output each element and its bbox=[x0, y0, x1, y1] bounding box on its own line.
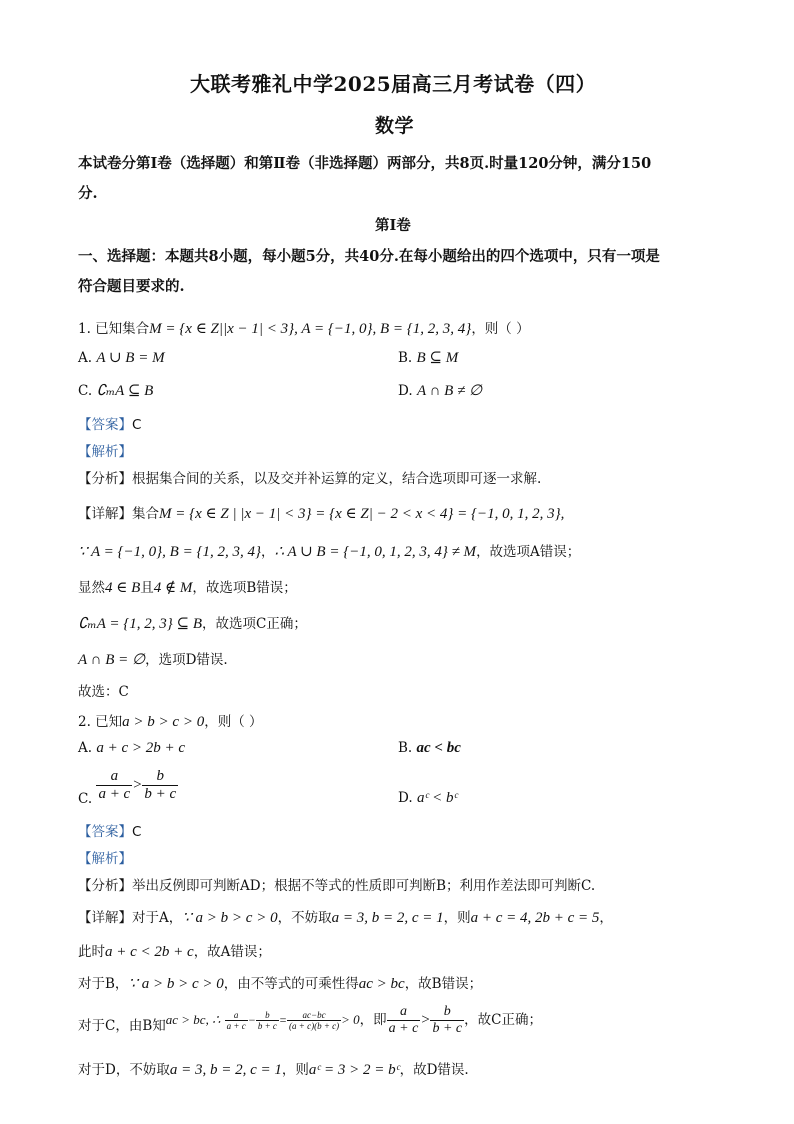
exam-title: 大联考雅礼中学2025届高三月考试卷（四） bbox=[190, 72, 597, 96]
q1-option-b: B. B ⊆ M bbox=[398, 350, 459, 366]
q1-xiangjie-5: A ∩ B = ∅，选项D错误. bbox=[78, 652, 228, 668]
section-line-1: 一、选择题：本题共8小题，每小题5分，共40分.在每小题给出的四个选项中，只有一项是 bbox=[78, 248, 660, 265]
q2-answer: 【答案】C bbox=[78, 824, 142, 840]
q2-xiangjie-3: 对于B，∵ a > b > c > 0，由不等式的可乘性得ac > bc，故B错误； bbox=[78, 976, 483, 992]
q1-answer: 【答案】C bbox=[78, 417, 142, 433]
q1-fenxi: 【分析】根据集合间的关系，以及交并补运算的定义，结合选项即可逐一求解. bbox=[78, 471, 542, 487]
q1-option-d: D. A ∩ B ≠ ∅ bbox=[398, 383, 483, 399]
intro-line-1: 本试卷分第Ⅰ卷（选择题）和第Ⅱ卷（非选择题）两部分，共8页.时量120分钟，满分150 bbox=[78, 155, 652, 172]
q1-jiexi-tag: 【解析】 bbox=[78, 444, 132, 460]
q2-xiangjie-5: 对于D，不妨取a = 3, b = 2, c = 1，则aᶜ = 3 > 2 = bᶜ，故D错误. bbox=[78, 1062, 469, 1078]
q2-option-c: C. $\frac{a}{a + c}$ > $\frac{b}{b + c}$ bbox=[78, 768, 177, 807]
q2-fenxi: 【分析】举出反例即可判断AD；根据不等式的性质即可判断B；利用作差法即可判断C. bbox=[78, 878, 596, 894]
q1-option-a: A. A ∪ B = M bbox=[78, 350, 165, 366]
q2-xiangjie-4: 对于C，由B知ac > bc, ∴ $\frac{a}{a + c}$ − $\frac{b}{b + c}$ = $\frac{ac-bc}{(a + c)(b + c)}$ > 0，即 $\frac{a}{a + c}$ > $\frac{b}{b + c}$ ，故C正确； bbox=[78, 1004, 542, 1036]
q1-xiangjie-1: 【详解】集合M = {x ∈ Z | |x − 1| < 3} = {x ∈ Z| − 2 < x < 4} = {−1, 0, 1, 2, 3}, bbox=[78, 506, 565, 522]
q2-stem: 2. 已知a > b > c > 0，则（ ） bbox=[78, 714, 263, 730]
section-line-2: 符合题目要求的. bbox=[78, 278, 185, 295]
subject-title: 数学 bbox=[375, 115, 415, 137]
q1-xiangjie-2: ∵ A = {−1, 0}, B = {1, 2, 3, 4}，∴ A ∪ B = {−1, 0, 1, 2, 3, 4} ≠ M，故选项A错误； bbox=[78, 544, 581, 560]
intro-line-2: 分. bbox=[78, 185, 98, 202]
q1-stem-math: M = {x ∈ Z||x − 1| < 3}, A = {−1, 0}, B = {1, 2, 3, 4} bbox=[149, 321, 472, 337]
q1-stem: 1. 已知集合M = {x ∈ Z||x − 1| < 3}, A = {−1, 0}, B = {1, 2, 3, 4}，则（ ） bbox=[78, 321, 530, 337]
q1-choose: 故选：C bbox=[78, 684, 129, 700]
q2-xiangjie-1: 【详解】对于A，∵ a > b > c > 0，不妨取a = 3, b = 2, c = 1，则a + c = 4, 2b + c = 5， bbox=[78, 910, 613, 926]
q2-xiangjie-2: 此时a + c < 2b + c，故A错误； bbox=[78, 944, 271, 960]
q2-jiexi-tag: 【解析】 bbox=[78, 851, 132, 867]
part-heading: 第Ⅰ卷 bbox=[375, 217, 411, 234]
q1-xiangjie-3: 显然4 ∈ B且4 ∉ M，故选项B错误； bbox=[78, 580, 297, 596]
q2-option-b: B. ac < bc bbox=[398, 740, 461, 756]
q2-option-a: A. a + c > 2b + c bbox=[78, 740, 186, 756]
q1-xiangjie-4: ∁ₘA = {1, 2, 3} ⊆ B，故选项C正确； bbox=[78, 616, 307, 632]
q2-option-d: D. aᶜ < bᶜ bbox=[398, 790, 458, 806]
q1-option-c: C. ∁ₘA ⊆ B bbox=[78, 383, 154, 399]
